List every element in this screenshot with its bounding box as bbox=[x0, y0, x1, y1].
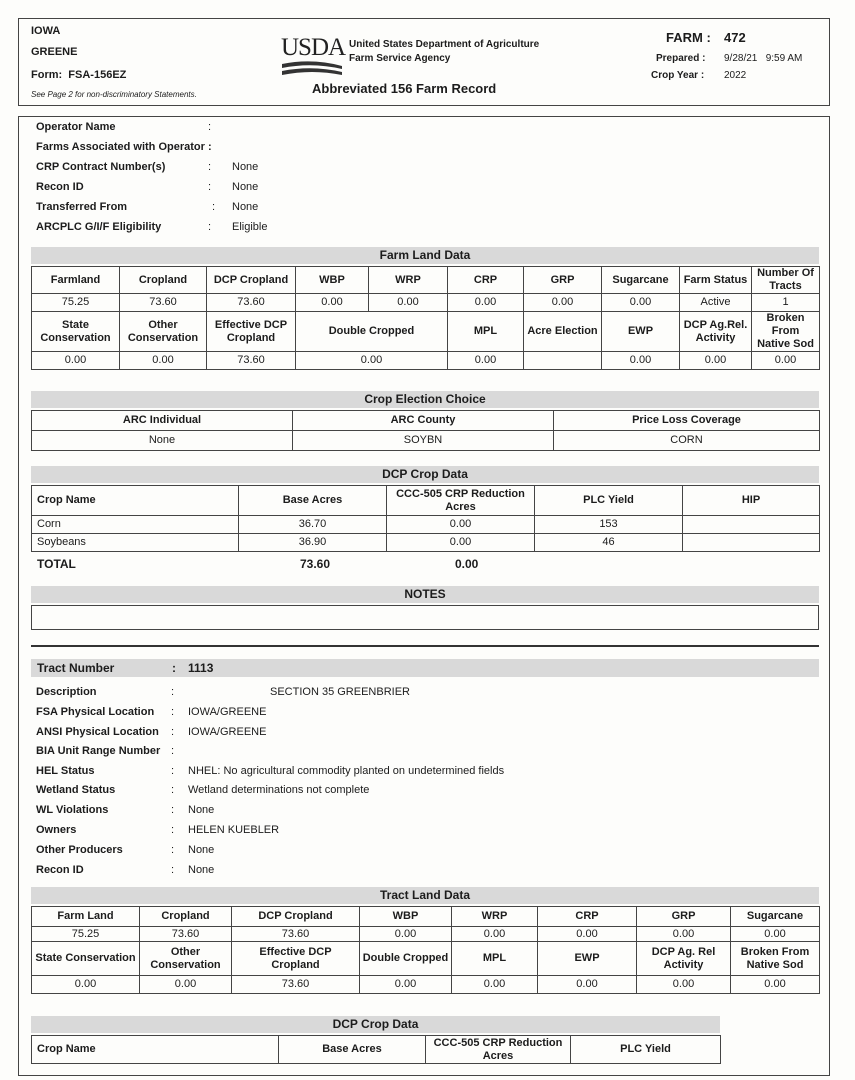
farm-status-header: Farm Status bbox=[680, 267, 752, 294]
tract-land-title: Tract Land Data bbox=[31, 887, 819, 904]
price-loss-coverage-header: Price Loss Coverage bbox=[554, 411, 820, 431]
other-producers-value: None bbox=[188, 844, 215, 856]
tract-base-acres-header: Base Acres bbox=[279, 1036, 426, 1064]
tract-cropland-header: Cropland bbox=[140, 907, 232, 927]
dcp-crop-table bbox=[31, 485, 820, 552]
tract-mpl-header: MPL bbox=[452, 942, 538, 976]
usda-logo-text: USDA bbox=[281, 34, 346, 61]
hel-status-value: NHEL: No agricultural commodity planted on undetermined fields bbox=[188, 765, 505, 777]
tract-farm-land-header: Farm Land bbox=[32, 907, 140, 927]
crop-name-header: Crop Name bbox=[32, 486, 239, 516]
effective-dcp-cropland-header: Effective DCP Cropland bbox=[207, 312, 296, 352]
tract-wbp-header: WBP bbox=[360, 907, 452, 927]
document-title: Abbreviated 156 Farm Record bbox=[312, 81, 497, 96]
agency-line-1: United States Department of Agriculture bbox=[349, 39, 540, 50]
transferred-from-label: Transferred From bbox=[36, 201, 128, 213]
farm-land-table bbox=[31, 266, 820, 370]
crop-election-values-row: None SOYBN CORN bbox=[32, 431, 820, 451]
form-label: Form: bbox=[31, 69, 63, 81]
tract-dcp-crop-table bbox=[31, 1035, 721, 1064]
tract-crp-reduction-header: CCC-505 CRP Reduction Acres bbox=[426, 1036, 571, 1064]
page-note: See Page 2 for non-discriminatory Statements. bbox=[31, 90, 197, 99]
transferred-from-value: None bbox=[232, 201, 259, 213]
dcp-ag-rel-activity-header: DCP Ag.Rel. Activity bbox=[680, 312, 752, 352]
operator-info: Operator Name : Farms Associated with Operator : CRP Contract Number(s) : None Recon ID : None Transferred From : None ARCPLC G/I/F Eligibility : Eligible bbox=[36, 121, 268, 233]
total-label: TOTAL bbox=[37, 557, 76, 571]
tract-crp-header: CRP bbox=[538, 907, 637, 927]
farm-land-values-row: 75.25 73.60 73.60 0.00 0.00 0.00 0.00 0.00 Active 1 bbox=[32, 294, 820, 312]
crop-year-value: 2022 bbox=[724, 70, 747, 81]
farms-associated-label: Farms Associated with Operator : bbox=[36, 141, 212, 153]
tract-land-values-row: 75.25 73.60 73.60 0.00 0.00 0.00 0.00 0.00 bbox=[32, 927, 820, 942]
grp-header: GRP bbox=[524, 267, 602, 294]
other-producers-label: Other Producers bbox=[36, 844, 123, 856]
tract-info: Description : SECTION 35 GREENBRIER FSA Physical Location : IOWA/GREENE ANSI Physical Location : IOWA/GREENE BIA Unit Range Number : HEL Status : NHEL: No agricultural commodity planted on undetermined fields Wetland Status : Wetland determinations not complete WL Violations : None Owners : HELEN KUEBLER Other Producers : None Recon ID : None bbox=[36, 686, 505, 876]
crop-election-title: Crop Election Choice bbox=[31, 391, 819, 408]
prepared-value: 9/28/21 9:59 AM bbox=[724, 53, 803, 64]
broken-native-sod-header: Broken From Native Sod bbox=[752, 312, 820, 352]
table-row: Soybeans 36.90 0.00 46 bbox=[32, 534, 820, 552]
ansi-physical-location-value: IOWA/GREENE bbox=[188, 726, 267, 738]
double-cropped-header: Double Cropped bbox=[296, 312, 448, 352]
fsa-physical-location-value: IOWA/GREENE bbox=[188, 706, 267, 718]
dcp-crop-title: DCP Crop Data bbox=[31, 466, 819, 483]
usda-logo-swoosh-icon bbox=[281, 60, 343, 76]
usda-logo bbox=[281, 34, 346, 76]
tract-land-values-row-2: 0.00 0.00 73.60 0.00 0.00 0.00 0.00 0.00 bbox=[32, 976, 820, 994]
bia-unit-range-label: BIA Unit Range Number bbox=[36, 745, 161, 757]
tract-dcp-crop-title: DCP Crop Data bbox=[31, 1016, 720, 1033]
arcplc-eligibility-value: Eligible bbox=[232, 221, 268, 233]
owners-label: Owners bbox=[36, 824, 77, 836]
farm-label: FARM : bbox=[666, 30, 711, 45]
arc-individual-header: ARC Individual bbox=[32, 411, 293, 431]
tract-sugarcane-header: Sugarcane bbox=[731, 907, 820, 927]
arc-county-header: ARC County bbox=[293, 411, 554, 431]
tract-recon-id-label: Recon ID bbox=[36, 864, 84, 876]
tract-grp-header: GRP bbox=[637, 907, 731, 927]
wetland-status-value: Wetland determinations not complete bbox=[188, 784, 370, 796]
tract-wrp-header: WRP bbox=[452, 907, 538, 927]
tract-number-label: Tract Number bbox=[37, 661, 115, 675]
recon-id-label: Recon ID bbox=[36, 181, 84, 193]
notes-title: NOTES bbox=[31, 586, 819, 603]
number-of-tracts-header: Number Of Tracts bbox=[752, 267, 820, 294]
wl-violations-value: None bbox=[188, 804, 215, 816]
fsa-physical-location-label: FSA Physical Location bbox=[36, 706, 155, 718]
section-divider bbox=[31, 645, 819, 647]
form-value: FSA-156EZ bbox=[68, 69, 127, 81]
hip-header: HIP bbox=[683, 486, 820, 516]
wetland-status-label: Wetland Status bbox=[36, 784, 116, 796]
tract-dcp-ag-rel-header: DCP Ag. Rel Activity bbox=[637, 942, 731, 976]
base-acres-header: Base Acres bbox=[239, 486, 387, 516]
form-id bbox=[31, 69, 126, 81]
table-row: Corn 36.70 0.00 153 bbox=[32, 516, 820, 534]
tract-number-value: 1113 bbox=[188, 661, 214, 675]
tract-broken-native-sod-header: Broken From Native Sod bbox=[731, 942, 820, 976]
acre-election-header: Acre Election bbox=[524, 312, 602, 352]
farm-land-title: Farm Land Data bbox=[31, 247, 819, 264]
hel-status-label: HEL Status bbox=[36, 765, 95, 777]
ansi-physical-location-label: ANSI Physical Location bbox=[36, 726, 159, 738]
plc-yield-header: PLC Yield bbox=[535, 486, 683, 516]
state: IOWA bbox=[31, 25, 61, 37]
tract-state-conservation-header: State Conservation bbox=[32, 942, 140, 976]
tract-other-conservation-header: Other Conservation bbox=[140, 942, 232, 976]
crp-contract-value: None bbox=[232, 161, 259, 173]
operator-name-label: Operator Name bbox=[36, 121, 116, 133]
farm-number: 472 bbox=[724, 30, 746, 45]
tract-dcp-cropland-header: DCP Cropland bbox=[232, 907, 360, 927]
total-base-acres: 73.60 bbox=[300, 557, 331, 571]
cropland-header: Cropland bbox=[120, 267, 207, 294]
crp-contract-label: CRP Contract Number(s) bbox=[36, 161, 166, 173]
mpl-header: MPL bbox=[448, 312, 524, 352]
crop-election-table bbox=[31, 410, 820, 451]
description-label: Description bbox=[36, 686, 97, 698]
state-conservation-header: State Conservation bbox=[32, 312, 120, 352]
other-conservation-header: Other Conservation bbox=[120, 312, 207, 352]
wrp-header: WRP bbox=[369, 267, 448, 294]
agency-line-2: Farm Service Agency bbox=[349, 53, 451, 64]
tract-recon-id-value: None bbox=[188, 864, 215, 876]
crp-header: CRP bbox=[448, 267, 524, 294]
county: GREENE bbox=[31, 46, 78, 58]
sugarcane-header: Sugarcane bbox=[602, 267, 680, 294]
tract-crop-name-header: Crop Name bbox=[32, 1036, 279, 1064]
dcp-cropland-header: DCP Cropland bbox=[207, 267, 296, 294]
farmland-header: Farmland bbox=[32, 267, 120, 294]
wl-violations-label: WL Violations bbox=[36, 804, 109, 816]
crop-year-label: Crop Year : bbox=[651, 70, 705, 81]
tract-plc-yield-header: PLC Yield bbox=[571, 1036, 721, 1064]
tract-land-table bbox=[31, 906, 820, 994]
owners-value: HELEN KUEBLER bbox=[188, 824, 280, 836]
ewp-header: EWP bbox=[602, 312, 680, 352]
crp-reduction-header: CCC-505 CRP Reduction Acres bbox=[387, 486, 535, 516]
tract-effective-dcp-header: Effective DCP Cropland bbox=[232, 942, 360, 976]
description-value: SECTION 35 GREENBRIER bbox=[270, 686, 410, 698]
tract-ewp-header: EWP bbox=[538, 942, 637, 976]
total-crp-reduction: 0.00 bbox=[455, 557, 479, 571]
recon-id-value: None bbox=[232, 181, 259, 193]
farm-land-values-row-2: 0.00 0.00 73.60 0.00 0.00 0.00 0.00 0.00 bbox=[32, 352, 820, 370]
arcplc-eligibility-label: ARCPLC G/I/F Eligibility bbox=[36, 221, 162, 233]
tract-number-bar bbox=[31, 659, 819, 677]
wbp-header: WBP bbox=[296, 267, 369, 294]
prepared-label: Prepared : bbox=[656, 53, 706, 64]
notes-box bbox=[31, 605, 819, 630]
tract-double-cropped-header: Double Cropped bbox=[360, 942, 452, 976]
